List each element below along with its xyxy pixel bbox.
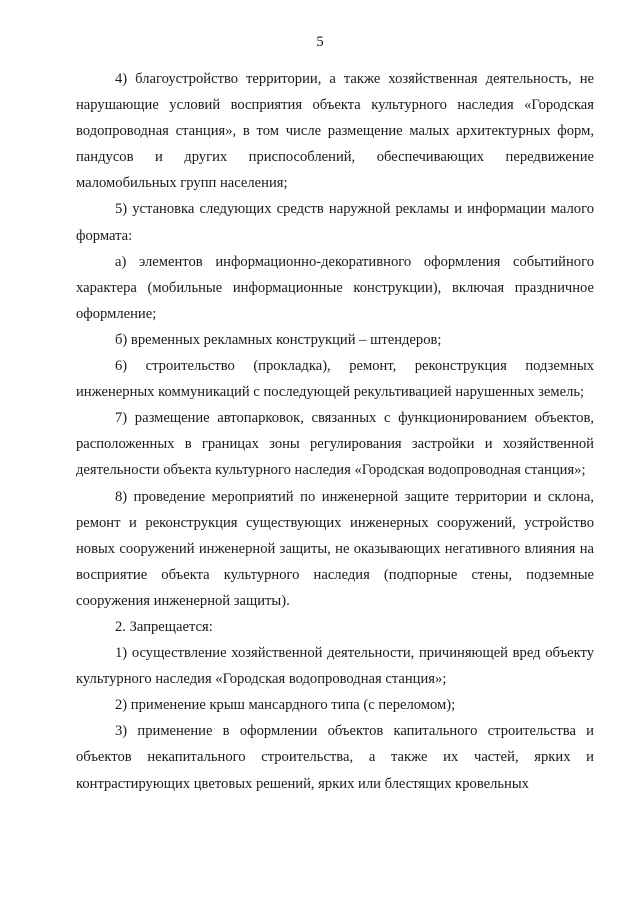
paragraph-item-5-advertising: 5) установка следующих средств наружной рекламы и информации малого формата:: [76, 201, 594, 244]
paragraph-item-6-utilities: 6) строительство (прокладка), ремонт, реконструкция подземных инженерных коммуникаций с последующей рекультивацией нарушенных земель;: [76, 358, 594, 401]
section-heading-prohibited: 2. Запрещается:: [115, 618, 213, 635]
paragraph-prohibited-item-3: 3) применение в оформлении объектов капитального строительства и объектов некапитального строительства, а также их частей, ярких и контрастирующих цветовых решений, ярких или блестящих кровельных: [76, 723, 594, 792]
document-body: [76, 66, 594, 797]
paragraph-prohibited-item-2: 2) применение крыш мансардного типа (с переломом);: [115, 697, 456, 714]
paragraph-subitem-b: б) временных рекламных конструкций – штендеров;: [115, 331, 442, 348]
paragraph-item-7-parking: 7) размещение автопарковок, связанных с функционированием объектов, расположенных в границах зоны регулирования застройки и хозяйственной деятельности объекта культурного наследия «Городская водопроводная станция»;: [76, 410, 594, 479]
paragraph-item-8-engineering-protection: 8) проведение мероприятий по инженерной защите территории и склона, ремонт и реконструкция существующих инженерных сооружений, устройство новых сооружений инженерной защиты, не оказывающих негативного влияния на восприятие объекта культурного наследия (подпорные стены, подземные сооружения инженерной защиты).: [76, 488, 594, 609]
page-number: 5: [316, 34, 324, 50]
paragraph-prohibited-item-1: 1) осуществление хозяйственной деятельности, причиняющей вред объекту культурного наследия «Городская водопроводная станция»;: [76, 645, 594, 688]
paragraph-subitem-a: а) элементов информационно-декоративного оформления событийного характера (мобильные информационные конструкции), включая праздничное оформление;: [76, 253, 594, 322]
paragraph-item-4-landscaping: 4) благоустройство территории, а также хозяйственная деятельность, не нарушающие условий восприятия объекта культурного наследия «Городская водопроводная станция», в том числе размещение малых архитектурных форм, пандусов и других приспособлений, обеспечивающих передвижение маломобильных групп населения;: [76, 71, 594, 192]
